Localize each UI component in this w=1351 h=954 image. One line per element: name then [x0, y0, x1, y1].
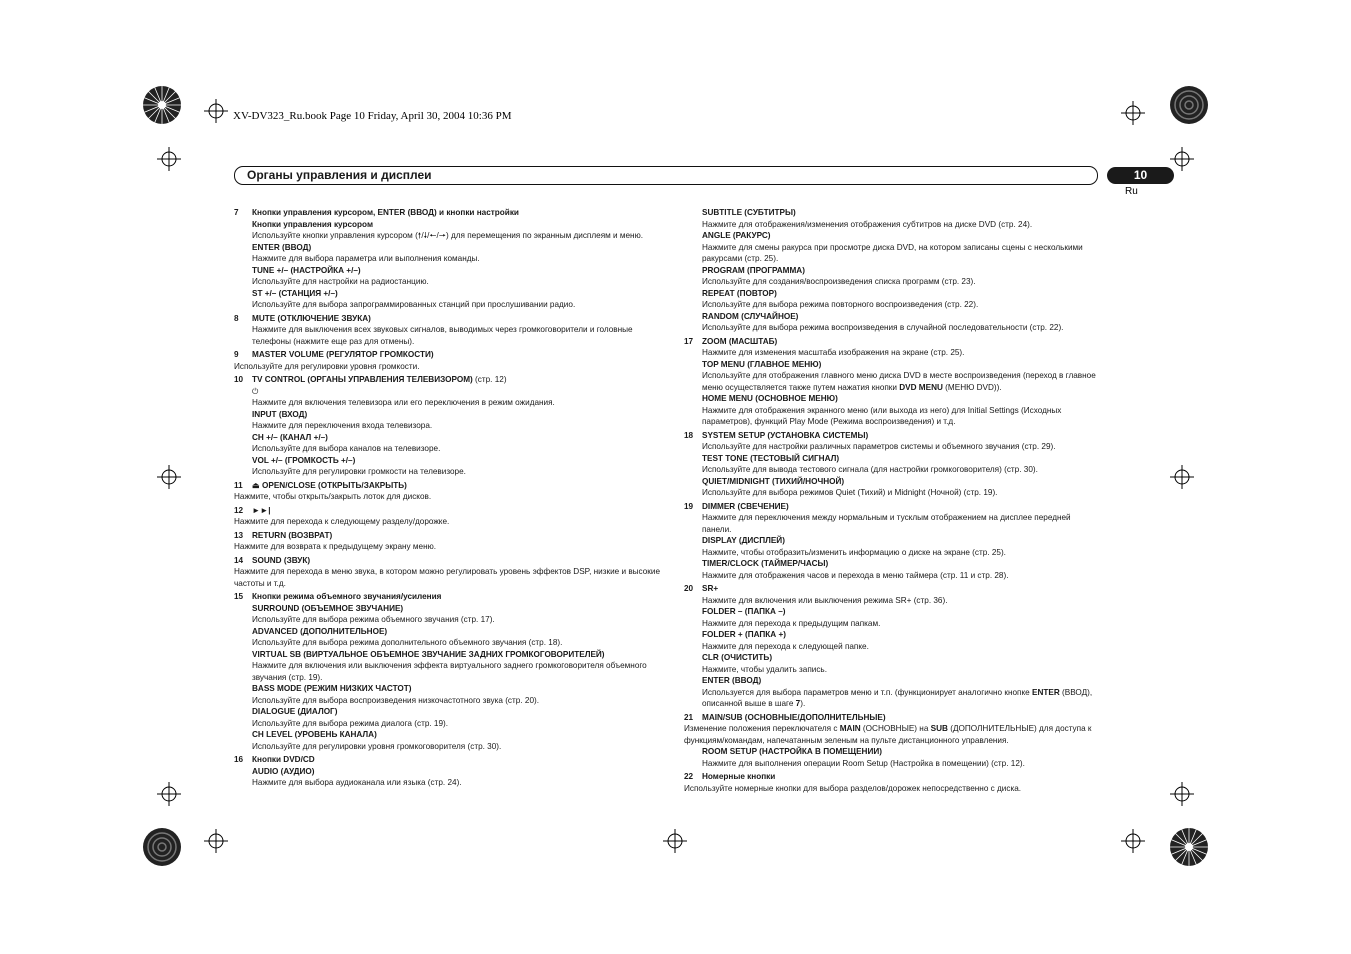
item-17: 17 ZOOM (МАСШТАБ) Нажмите для изменения масштаба изображения на экране (стр. 25). TOP MENU (ГЛАВНОЕ МЕНЮ) Используйте для отображения главного меню диска DVD в месте воспроизведения (переход в главное меню осуществляется также путем нажатия кнопки DVD MENU (МЕНЮ DVD)). HOME MENU (ОСНОВНОЕ МЕНЮ) Нажмите для отображения экранного меню (или выхода из него) для Initial Settings (Исходных параметров), функций Play Mode (Режима воспроизведения) и т.д.	[684, 336, 1096, 426]
item-10: 10 TV CONTROL (ОРГАНЫ УПРАВЛЕНИЯ ТЕЛЕВИЗОРОМ) (стр. 12) ⏻ Нажмите для включения телевизора или его переключения в режим ожидания. INPUT (ВХОД) Нажмите для переключения входа телевизора. CH +/– (КАНАЛ +/–) Используйте для выбора каналов на телевизоре. VOL +/– (ГРОМКОСТЬ +/–) Используйте для регулировки громкости на телевизоре.	[234, 374, 664, 478]
crosshair-mark	[663, 829, 687, 853]
crosshair-mark	[1121, 101, 1145, 125]
registration-wheel-bottom-right	[1168, 826, 1210, 868]
registration-wheel-bottom-left	[141, 826, 183, 868]
item-19: 19 DIMMER (СВЕЧЕНИЕ) Нажмите для переключения между нормальным и тусклым отображением на дисплее передней панели. DISPLAY (ДИСПЛЕЙ) Нажмите, чтобы отобразить/изменить информацию о диске на экране (стр. 25). TIMER/CLOCK (ТАЙМЕР/ЧАСЫ) Нажмите для отображения часов и перехода в меню таймера (стр. 11 и стр. 28).	[684, 501, 1071, 580]
item-16: 16 Кнопки DVD/CD AUDIO (АУДИО) Нажмите для выбора аудиоканала или языка (стр. 24).	[234, 755, 462, 787]
power-icon: ⏻	[252, 386, 259, 396]
item-14: 14 SOUND (ЗВУК) Нажмите для перехода в меню звука, в котором можно регулировать уровень эффектов DSP, низкие и высокие частоты и т.д.	[234, 555, 660, 588]
crosshair-mark	[1170, 782, 1194, 806]
item-18: 18 SYSTEM SETUP (УСТАНОВКА СИСТЕМЫ) Используйте для настройки различных параметров системы и объемного звучания (стр. 29). TEST TONE (ТЕСТОВЫЙ СИГНАЛ) Используйте для вывода тестового сигнала (для настройки громкоговорителя) (стр. 30). QUIET/MIDNIGHT (ТИХИЙ/НОЧНОЙ) Используйте для выбора режимов Quiet (Тихий) и Midnight (Ночной) (стр. 19).	[684, 430, 1056, 497]
item-21: 21 MAIN/SUB (ОСНОВНЫЕ/ДОПОЛНИТЕЛЬНЫЕ) Изменение положения переключателя с MAIN (ОСНОВНЫЕ) на SUB (ДОПОЛНИТЕЛЬНЫЕ) для доступа к функциям/командам, напечатанным зеленым на пульте дистанционного управления. ROOM SETUP (НАСТРОЙКА В ПОМЕЩЕНИИ) Нажмите для выполнения операции Room Setup (Настройка в помещении) (стр. 12).	[684, 712, 1092, 768]
language-code: Ru	[1125, 186, 1138, 197]
item-15: 15 Кнопки режима объемного звучания/усиления SURROUND (ОБЪЕМНОЕ ЗВУЧАНИЕ) Используйте для выбора режима объемного звучания (стр. 17). ADVANCED (ДОПОЛНИТЕЛЬНОЕ) Используйте для выбора режима дополнительного объемного звучания (стр. 18). VIRTUAL SB (ВИРТУАЛЬНОЕ ОБЪЕМНОЕ ЗВУЧАНИЕ ЗАДНИХ ГРОМКОГОВОРИТЕЛЕЙ) Нажмите для включения или выключения эффекта виртуального заднего громкоговорителя объемного звучания (стр. 19). BASS MODE (РЕЖИМ НИЗКИХ ЧАСТОТ) Используйте для выбора воспроизведения низкочастотного звука (стр. 20). DIALOGUE (ДИАЛОГ) Используйте для выбора режима диалога (стр. 19). CH LEVEL (УРОВЕНЬ КАНАЛА) Используйте для регулировки уровня громкоговорителя (стр. 30).	[234, 592, 647, 751]
crosshair-mark	[157, 147, 181, 171]
item-8: 8 MUTE (ОТКЛЮЧЕНИЕ ЗВУКА) Нажмите для выключения всех звуковых сигналов, выводимых через громкоговорители и головные телефоны (нажмите еще раз для отмены).	[234, 313, 633, 346]
crosshair-mark	[204, 99, 228, 123]
section-header	[234, 166, 1098, 185]
item-20: 20 SR+ Нажмите для включения или выключения режима SR+ (стр. 36). FOLDER – (ПАПКА –) Нажмите для перехода к предыдущим папкам. FOLDER + (ПАПКА +) Нажмите для перехода к следующей папке. CLR (ОЧИСТИТЬ) Нажмите, чтобы удалить запись. ENTER (ВВОД) Используется для выбора параметров меню и т.п. (функционирует аналогично кнопке ENTER (ВВОД), описанной выше в шаге 7).	[684, 584, 1093, 708]
item-13: 13 RETURN (ВОЗВРАТ) Нажмите для возврата к предыдущему экрану меню.	[234, 530, 437, 551]
right-column	[684, 205, 1099, 794]
crosshair-mark	[1121, 829, 1145, 853]
crosshair-mark	[157, 782, 181, 806]
page-title: Органы управления и дисплеи	[247, 168, 432, 182]
registration-wheel-top-right	[1168, 84, 1210, 126]
registration-wheel-top-left	[141, 84, 183, 126]
item-9: 9 MASTER VOLUME (РЕГУЛЯТОР ГРОМКОСТИ) Используйте для регулировки уровня громкости.	[234, 350, 434, 371]
item-12: 12 ►►| Нажмите для перехода к следующему разделу/дорожке.	[234, 505, 450, 526]
crosshair-mark	[1170, 465, 1194, 489]
page-number: 10	[1107, 167, 1174, 184]
crosshair-mark	[157, 465, 181, 489]
left-column	[234, 205, 664, 789]
next-chapter-icon: ►►|	[252, 505, 271, 515]
item-11: 11 ⏏ OPEN/CLOSE (ОТКРЫТЬ/ЗАКРЫТЬ) Нажмите, чтобы открыть/закрыть лоток для дисков.	[234, 480, 432, 501]
item-22: 22 Номерные кнопки Используйте номерные кнопки для выбора разделов/дорожек непосредственно с диска.	[684, 772, 1022, 793]
item-7: 7 Кнопки управления курсором, ENTER (ВВОД) и кнопки настройки Кнопки управления курсором Используйте кнопки управления курсором (🠕/🠗/🠔/🠖) для перемещения по экранным дисплеям и меню. ENTER (ВВОД) Нажмите для выбора параметра или выполнения команды. TUNE +/– (НАСТРОЙКА +/–) Используйте для настройки на радиостанцию. ST +/– (СТАНЦИЯ +/–) Используйте для выбора запрограммированных станций при прослушивании радио.	[234, 208, 643, 309]
crosshair-mark	[204, 829, 228, 853]
crosshair-mark	[1170, 147, 1194, 171]
file-stamp: XV-DV323_Ru.book Page 10 Friday, April 30, 2004 10:36 PM	[233, 110, 512, 122]
item-16-continued: SUBTITLE (СУБТИТРЫ) Нажмите для отображения/изменения отображения субтитров на диске DVD (стр. 24). ANGLE (РАКУРС) Нажмите для смены ракурса при просмотре диска DVD, на котором записаны сцены с несколькими ракурсами (стр. 25). PROGRAM (ПРОГРАММА) Используйте для создания/воспроизведения списка программ (стр. 23). REPEAT (ПОВТОР) Используйте для выбора режима повторного воспроизведения (стр. 22). RANDOM (СЛУЧАЙНОЕ) Используйте для выбора режима воспроизведения в случайной последовательности (стр. 22).	[702, 208, 1083, 332]
